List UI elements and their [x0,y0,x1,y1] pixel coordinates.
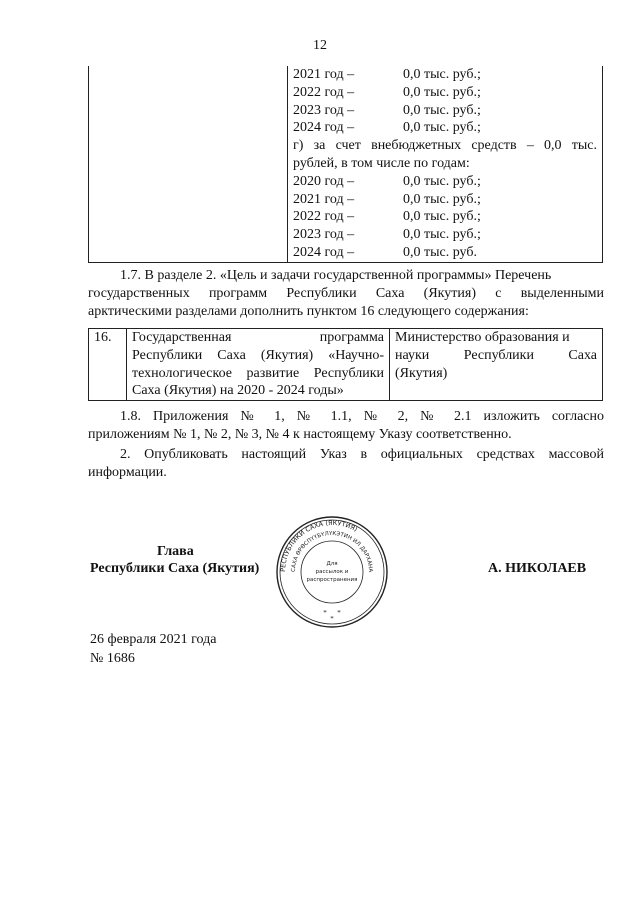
funding-row: 2021 год – 0,0 тыс. руб.; [293,67,481,82]
document-number: № 1686 [90,651,135,666]
seal-star-icon: * [323,609,327,617]
signatory-title-line2: Республики Саха (Якутия) [90,561,260,576]
signatory-name: А. НИКОЛАЕВ [488,561,587,576]
seal-inner-text: САХА ӨРӨСПҮҮБҮЛҮКЭТИН ИЛ ДАРХАНА [290,530,374,573]
extrabudget-clause-line1: г) за счет внебюджетных средств – 0,0 тыс. [293,138,597,154]
document-date: 26 февраля 2021 года [90,632,217,647]
paragraph-2: 2. Опубликовать настоящий Указ в официальных средствах массовой информации. [88,447,604,480]
seal-outer-text: РЕСПУБЛИКИ САХА (ЯКУТИЯ) [278,518,359,573]
seal-center-line2: рассылок и [315,569,349,575]
funding-row: 2024 год – 0,0 тыс. руб.; [293,120,481,136]
funding-row: 2021 год – 0,0 тыс. руб.; [293,191,481,207]
program-name-cell: Государственная программа Республики Саха (Якутия) «Научно-технологическое развитие Республики Саха (Якутия) на 2020 - 2024 годы» [127,329,390,401]
funding-row: 2024 год – 0,0 тыс. руб. [293,244,477,260]
funding-row: 2020 год – 0,0 тыс. руб.; [293,173,481,189]
seal-star-icon: * [337,609,341,617]
page-number: 12 [313,38,327,53]
paragraph-1-8: 1.8. Приложения № 1, № 1.1, № 2, № 2.1 изложить согласно приложениям № 1, № 2, № 3, № 4 к настоящему Указу соответственно. [88,409,604,442]
signatory-title-line1: Глава [157,544,194,559]
funding-row: 2023 год – 0,0 тыс. руб.; [293,227,481,243]
funding-table-values-cell [288,66,603,262]
seal-center-line3: распространения [306,577,358,583]
program-item-number: 16. [89,329,127,401]
ministry-cell: Министерство образования и науки Республики Саха (Якутия) [390,329,603,401]
funding-table [88,66,603,263]
official-seal-stamp [275,515,389,629]
funding-row: 2022 год – 0,0 тыс. руб.; [293,209,481,225]
funding-row: 2023 год – 0,0 тыс. руб.; [293,102,481,118]
funding-row: 2022 год – 0,0 тыс. руб.; [293,84,481,100]
paragraph-1-7: 1.7. В разделе 2. «Цель и задачи государственной программы» Перечень государственных программ Республики Саха (Якутия) с выделенными арктическими разделами дополнить пунктом 16 следующего содержания: [88,268,604,319]
seal-star-icon: * [330,615,334,623]
program-table [88,328,603,401]
seal-center-line1: Для [326,561,338,567]
extrabudget-clause-line2: рублей, в том числе по годам: [293,155,470,171]
funding-table-empty-cell [89,66,288,262]
